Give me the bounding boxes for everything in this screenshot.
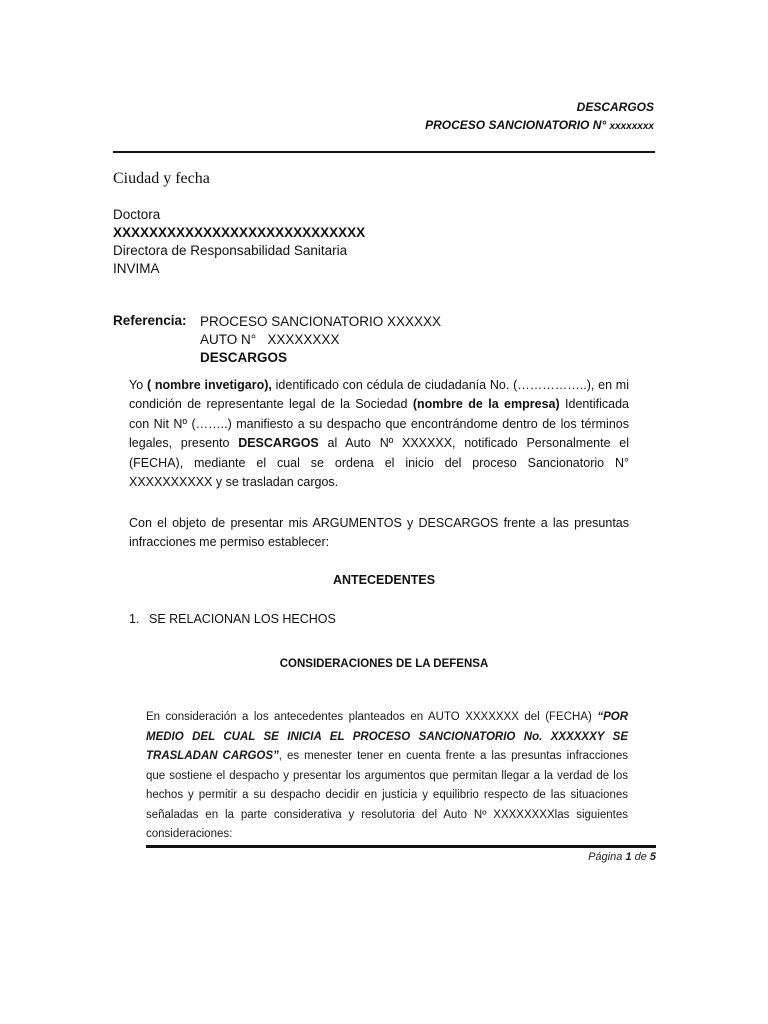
page-number: Página 1 de 5 (588, 851, 656, 863)
addressee-entity: INVIMA (113, 261, 160, 276)
document-header (425, 98, 654, 136)
header-process-number: PROCESO SANCIONATORIO N° xxxxxxxx (425, 118, 654, 132)
subheading: CONSIDERACIONES DE LA DEFENSA (279, 658, 489, 670)
addressee-title: Doctora (113, 207, 161, 222)
paragraph-intro: Yo ( nombre invetigaro), identificado con cédula de ciudadanía No. (……………..), en mi condición de representante legal de la Sociedad (nombre de la empresa) Identificada con Nit Nº (……..) manifiesto a su despacho que encontrándome dentro de los términos legales, presento DESCARGOS al Auto Nº XXXXXX, notificado Personalmente el (FECHA), mediante el cual se ordena el inicio del proceso Sancionatorio N° XXXXXXXXXX y se trasladan cargos. (129, 378, 629, 490)
section-heading: ANTECEDENTES (332, 573, 436, 587)
addressee-block (113, 206, 365, 278)
paragraph-objective: Con el objeto de presentar mis ARGUMENTOS y DESCARGOS frente a las presuntas infracciones me permiso establecer: (129, 516, 629, 550)
reference-process: PROCESO SANCIONATORIO XXXXXX (200, 314, 442, 329)
paragraph-considerations: En consideración a los antecedentes planteados en AUTO XXXXXXX del (FECHA) “POR MEDIO DEL CUAL SE INICIA EL PROCESO SANCIONATORIO No. XXXXXXY SE TRASLADAN CARGOS”, es menester tener en cuenta frente a las presuntas infracciones que sostiene el despacho y presentar los argumentos que permitan llegar a la verdad de los hechos y permitir a su despacho decidir en justicia y equilibrio respecto de las situaciones señaladas en la parte considerativa y resolutoria del Auto Nº XXXXXXXXlas siguientes consideraciones: (146, 711, 628, 840)
reference-subject: DESCARGOS (200, 350, 288, 365)
city-date: Ciudad y fecha (113, 170, 210, 187)
header-rule (113, 151, 655, 153)
header-title: DESCARGOS (576, 100, 654, 114)
list-item (129, 612, 336, 626)
footer-rule (146, 845, 656, 848)
addressee-position: Directora de Responsabilidad Sanitaria (113, 243, 348, 258)
addressee-name: XXXXXXXXXXXXXXXXXXXXXXXXXXXX (113, 225, 366, 240)
list-item-text: SE RELACIONAN LOS HECHOS (149, 612, 336, 626)
reference-auto: AUTO N° XXXXXXXX (200, 332, 340, 347)
reference-label: Referencia: (113, 313, 187, 328)
reference-block (200, 313, 441, 367)
list-item-number: 1. (129, 612, 140, 626)
